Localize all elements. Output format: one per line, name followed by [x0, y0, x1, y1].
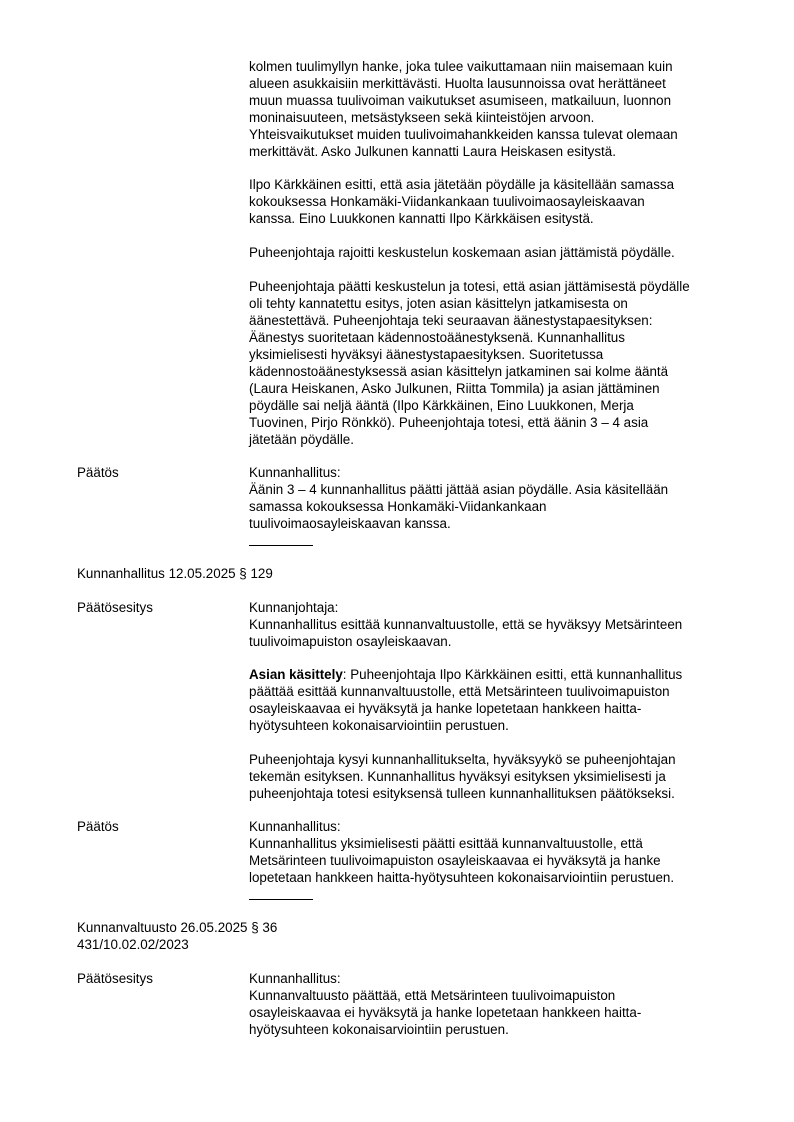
decision-1-text — [249, 464, 734, 532]
text-line: kädennostoäänestyksessä asian käsittelyn jatkaminen sai kolme ääntä — [249, 364, 669, 379]
text-line: oli tehty kannatettu esitys, joten asian käsittelyn jatkamisesta on — [249, 296, 628, 311]
handling-first-line: : Puheenjohtaja Ilpo Kärkkäinen esitti, että kunnanhallitus — [342, 667, 683, 682]
speaker-label: Kunnanhallitus: — [249, 465, 341, 480]
text-line: alueen asukkaisiin merkittävästi. Huolta lausunnoissa ovat herättäneet — [249, 76, 666, 91]
text-line: osayleiskaavaa ei hyväksytä ja hanke lopetetaan hankkeen haitta- — [249, 1005, 642, 1020]
speaker-label: Kunnanhallitus: — [249, 971, 341, 986]
text-line: tuulivoimapuiston osayleiskaavan. — [249, 634, 452, 649]
text-line: Kunnanhallitus yksimielisesti päätti esittää kunnanvaltuustolle, että — [249, 836, 643, 851]
text-line: yksimielisesti hyväksyi äänestystapaesityksen. Suoritetussa — [249, 347, 604, 362]
text-line: muun muassa tuulivoiman vaikutukset asumiseen, matkailuun, luonnon — [249, 93, 672, 108]
text-line: osayleiskaavaa ei hyväksytä ja hanke lopetetaan hankkeen haitta- — [249, 701, 642, 716]
decision-2-text — [249, 818, 734, 886]
text-line: päättää esittää kunnanvaltuustolle, että Metsärinteen tuulivoimapuiston — [249, 684, 670, 699]
section-divider — [249, 545, 313, 546]
text-line: Kunnanhallitus esittää kunnanvaltuustolle, että se hyväksyy Metsärinteen — [249, 617, 683, 632]
text-line: tekemän esityksen. Kunnanhallitus hyväksyi esityksen yksimielisesti ja — [249, 769, 666, 784]
text-line: Äänin 3 – 4 kunnanhallitus päätti jättää asian pöydälle. Asia käsitellään — [249, 482, 669, 497]
text-line: puheenjohtaja totesi esityksensä tulleen kunnanhallituksen päätökseksi. — [249, 786, 675, 801]
text-line: Puheenjohtaja rajoitti keskustelun koskemaan asian jättämistä pöydälle. — [249, 245, 675, 260]
record-number: 431/10.02.02/2023 — [77, 937, 189, 952]
text-line: samassa kokouksessa Honkamäki-Viidankankaan — [249, 499, 547, 514]
handling-paragraph — [249, 666, 734, 734]
text-line: Puheenjohtaja päätti keskustelun ja totesi, että asian jättämisestä pöydälle — [249, 279, 690, 294]
proposal-label: Päätösesitys — [77, 600, 153, 615]
text-line — [249, 666, 734, 683]
text-line: moninaisuuteen, metsästykseen sekä kiinteistöjen arvoon. — [249, 110, 595, 125]
text-line: tuulivoimaosayleiskaavan kanssa. — [249, 516, 451, 531]
text-line: kokouksessa Honkamäki-Viidankankaan tuulivoimaosayleiskaavan — [249, 194, 645, 209]
limit-paragraph — [249, 244, 734, 261]
meeting-title: Kunnanvaltuusto 26.05.2025 § 36 — [77, 920, 278, 935]
decision-label: Päätös — [77, 819, 119, 834]
speaker-label: Kunnanjohtaja: — [249, 600, 339, 615]
text-line: äänestettävä. Puheenjohtaja teki seuraavan äänestystapaesityksen: — [249, 313, 653, 328]
text-line: Kunnanvaltuusto päättää, että Metsärinteen tuulivoimapuiston — [249, 988, 616, 1003]
text-line: hyötysuhteen kokonaisarviointiin perustuen. — [249, 718, 509, 733]
text-line: Metsärinteen tuulivoimapuiston osayleiskaavaa ei hyväksytä ja hanke — [249, 853, 661, 868]
proposal-label: Päätösesitys — [77, 971, 153, 986]
text-line: (Laura Heiskanen, Asko Julkunen, Riitta Tommila) ja asian jättäminen — [249, 381, 660, 396]
text-line: Yhteisvaikutukset muiden tuulivoimahankkeiden kanssa tulevat olemaan — [249, 127, 678, 142]
proposal-3-text — [249, 970, 734, 1038]
ilpo-proposal-paragraph — [249, 176, 734, 227]
text-line: hyötysuhteen kokonaisarviointiin perustuen. — [249, 1022, 509, 1037]
text-line: pöydälle sai neljä ääntä (Ilpo Kärkkäinen, Eino Luukkonen, Merja — [249, 398, 634, 413]
text-line: kolmen tuulimyllyn hanke, joka tulee vaikuttamaan niin maisemaan kuin — [249, 59, 673, 74]
chair-paragraph — [249, 751, 734, 802]
speaker-label: Kunnanhallitus: — [249, 819, 341, 834]
handling-bold-label: Asian käsittely — [249, 667, 343, 682]
text-line: kanssa. Eino Luukkonen kannatti Ilpo Kärkkäisen esitystä. — [249, 211, 594, 226]
meeting-heading: Kunnanhallitus 12.05.2025 § 129 — [77, 566, 273, 581]
decision-label: Päätös — [77, 465, 119, 480]
vote-paragraph — [249, 278, 734, 448]
section-divider — [249, 899, 313, 900]
text-line: lopetetaan hankkeen haitta-hyötysuhteen kokonaisarviointiin perustuen. — [249, 870, 675, 885]
text-line: jätetään pöydälle. — [249, 432, 354, 447]
text-line: Tuovinen, Pirjo Rönkkö). Puheenjohtaja totesi, että äänin 3 – 4 asia — [249, 415, 649, 430]
meeting-heading — [77, 919, 727, 953]
text-line: merkittävät. Asko Julkunen kannatti Laura Heiskasen esitystä. — [249, 144, 616, 159]
text-line: Puheenjohtaja kysyi kunnanhallitukselta, hyväksyykö se puheenjohtajan — [249, 752, 676, 767]
text-line: Äänestys suoritetaan kädennostoäänestyksenä. Kunnanhallitus — [249, 330, 625, 345]
proposal-2-text — [249, 599, 734, 650]
text-line: Ilpo Kärkkäinen esitti, että asia jätetään pöydälle ja käsitellään samassa — [249, 177, 675, 192]
intro-paragraph — [249, 58, 734, 160]
